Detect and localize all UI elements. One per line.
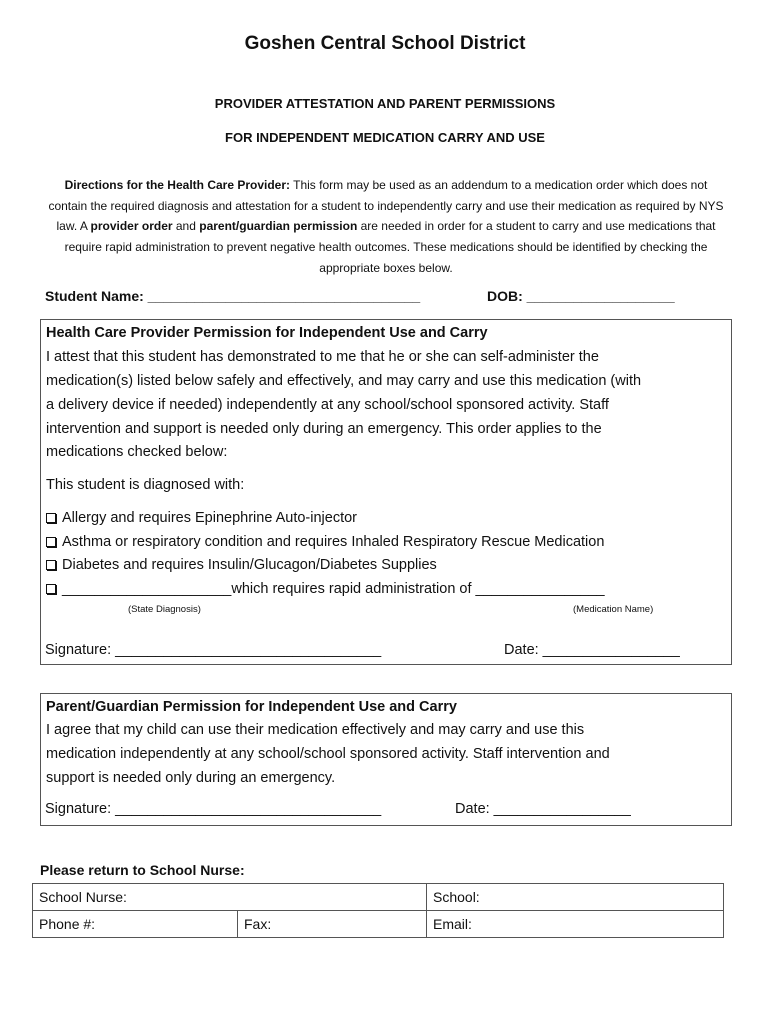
checkbox-asthma[interactable] [46, 537, 56, 547]
nurse-contact-table [32, 883, 724, 938]
student-name-field[interactable]: Student Name: ___________________________________ [45, 288, 421, 304]
attest-line-3: a delivery device if needed) independently at any school/school sponsored activity. Staff [46, 397, 609, 413]
phone-cell[interactable] [33, 911, 238, 938]
attest-line-4: intervention and support is needed only during an emergency. This order applies to the [46, 421, 602, 437]
option-allergy-label: Allergy and requires Epinephrine Auto-injector [62, 510, 358, 526]
option-diabetes [46, 557, 437, 573]
provider-signature-field[interactable]: Signature: _________________________________ [45, 642, 382, 658]
option-diabetes-label: Diabetes and requires Insulin/Glucagon/Diabetes Supplies [62, 557, 437, 573]
school-nurse-cell[interactable] [33, 884, 427, 911]
option-allergy [46, 510, 357, 526]
checkbox-allergy[interactable] [46, 513, 56, 523]
table-row [33, 911, 724, 938]
parent-signature-field[interactable]: Signature: _________________________________ [45, 801, 382, 817]
email-label: Email: [433, 916, 472, 932]
option-other-diagnosis-label[interactable]: _____________________which requires rapid administration of ________________ [62, 581, 605, 597]
parent-section-title: Parent/Guardian Permission for Independent Use and Carry [46, 699, 457, 715]
attest-line-2: medication(s) listed below safely and effectively, and may carry and use this medication (with [46, 373, 642, 389]
school-cell[interactable] [427, 884, 724, 911]
return-to-nurse-title: Please return to School Nurse: [40, 862, 245, 878]
parent-line-3: support is needed only during an emergency. [46, 770, 336, 786]
option-asthma-label: Asthma or respiratory condition and requires Inhaled Respiratory Rescue Medication [62, 534, 605, 550]
parent-permission-section [40, 693, 732, 826]
checkbox-diabetes[interactable] [46, 560, 56, 570]
directions-label: Directions for the Health Care Provider: [64, 178, 291, 192]
attest-line-1: I attest that this student has demonstrated to me that he or she can self-administer the [46, 349, 599, 365]
parent-line-2: medication independently at any school/school sponsored activity. Staff intervention and [46, 746, 610, 762]
fax-label: Fax: [244, 916, 272, 932]
medication-name-caption: (Medication Name) [573, 604, 654, 615]
provider-date-field[interactable]: Date: _________________ [504, 642, 680, 658]
directions-bold-provider-order: provider order [90, 219, 173, 234]
form-title-line-2: FOR INDEPENDENT MEDICATION CARRY AND USE [225, 130, 545, 145]
directions-text-3: are needed in order for a student to carry and use medications that require rapid administration to prevent negative health outcomes. These medications should be identified by checking the appropriate boxes below. [64, 219, 716, 275]
provider-section-title: Health Care Provider Permission for Independent Use and Carry [46, 325, 488, 341]
directions-text-2: and [172, 219, 200, 234]
option-other-diagnosis [46, 581, 605, 597]
option-asthma [46, 534, 604, 550]
phone-label: Phone #: [39, 916, 96, 932]
school-label: School: [433, 889, 480, 905]
fax-cell[interactable] [238, 911, 427, 938]
parent-line-1: I agree that my child can use their medication effectively and may carry and use this [46, 722, 585, 738]
student-info-row [45, 288, 725, 304]
state-diagnosis-caption: (State Diagnosis) [128, 604, 201, 615]
email-cell[interactable] [427, 911, 724, 938]
directions-text-1: This form may be used as an addendum to a medication order which does not contain the required diagnosis and attestation for a student to independently carry and use their medication as required by NYS law. A [48, 178, 724, 234]
form-title-line-1: PROVIDER ATTESTATION AND PARENT PERMISSIONS [214, 96, 556, 111]
school-nurse-label: School Nurse: [39, 889, 127, 905]
attest-line-5: medications checked below: [46, 444, 228, 460]
table-row [33, 884, 724, 911]
directions-bold-parent-permission: parent/guardian permission [199, 219, 358, 234]
directions-paragraph [48, 175, 724, 279]
checkbox-other-diagnosis[interactable] [46, 584, 56, 594]
diagnosed-label: This student is diagnosed with: [46, 477, 245, 493]
district-name: Goshen Central School District [244, 33, 526, 54]
parent-date-field[interactable]: Date: _________________ [455, 801, 631, 817]
provider-permission-section [40, 319, 732, 665]
dob-field[interactable]: DOB: ___________________ [487, 288, 675, 304]
